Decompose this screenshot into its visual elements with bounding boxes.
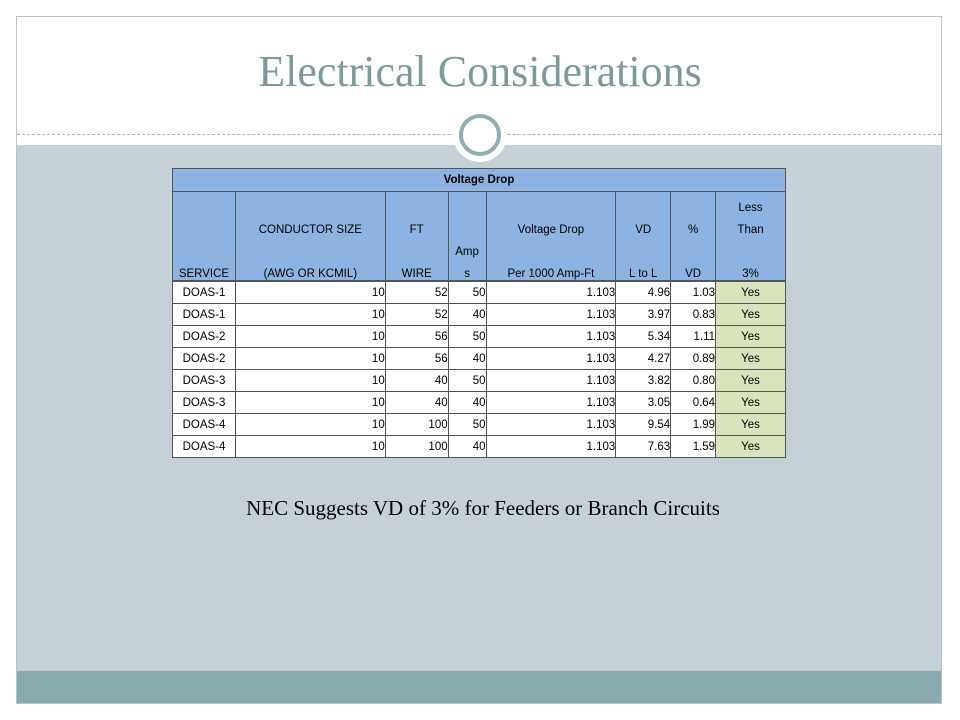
header-service-3: SERVICE xyxy=(173,258,236,281)
table-cell: 5.34 xyxy=(616,326,671,348)
table-cell: 100 xyxy=(385,436,448,458)
table-cell: 1.03 xyxy=(671,281,716,304)
header-vd-1: VD xyxy=(616,214,671,236)
header-pct-0 xyxy=(671,192,716,215)
table-cell: 52 xyxy=(385,281,448,304)
table-cell: 1.103 xyxy=(486,414,616,436)
table-cell: 40 xyxy=(448,392,486,414)
table-cell: Yes xyxy=(716,326,786,348)
table-row xyxy=(173,326,786,348)
table-cell: Yes xyxy=(716,281,786,304)
header-service-2 xyxy=(173,236,236,258)
table-cell: 10 xyxy=(235,281,385,304)
table-cell: 56 xyxy=(385,326,448,348)
header-conductor-1: CONDUCTOR SIZE xyxy=(235,214,385,236)
table-cell: 0.64 xyxy=(671,392,716,414)
table-cell: 56 xyxy=(385,348,448,370)
header-vdper-2 xyxy=(486,236,616,258)
voltage-drop-table xyxy=(172,168,786,458)
table-cell: 10 xyxy=(235,414,385,436)
header-amps-3: s xyxy=(448,258,486,281)
table-cell: 4.96 xyxy=(616,281,671,304)
header-conductor-3: (AWG OR KCMIL) xyxy=(235,258,385,281)
table-cell: 10 xyxy=(235,348,385,370)
ring-ornament-icon xyxy=(453,108,507,162)
table-cell: DOAS-1 xyxy=(173,304,236,326)
table-cell: 10 xyxy=(235,436,385,458)
table-cell: 3.05 xyxy=(616,392,671,414)
table-cell: 9.54 xyxy=(616,414,671,436)
table-cell: 50 xyxy=(448,370,486,392)
table-cell: DOAS-3 xyxy=(173,370,236,392)
table-cell: DOAS-1 xyxy=(173,281,236,304)
table-cell: Yes xyxy=(716,414,786,436)
table-row xyxy=(173,414,786,436)
table-cell: 0.89 xyxy=(671,348,716,370)
table-row xyxy=(173,348,786,370)
table-cell: 0.80 xyxy=(671,370,716,392)
table-row xyxy=(173,304,786,326)
header-less-1: Than xyxy=(716,214,786,236)
table-row xyxy=(173,392,786,414)
table-cell: 1.103 xyxy=(486,281,616,304)
header-conductor-0 xyxy=(235,192,385,215)
table-cell: DOAS-2 xyxy=(173,348,236,370)
table-cell: 3.97 xyxy=(616,304,671,326)
table-cell: 10 xyxy=(235,326,385,348)
table-cell: 1.103 xyxy=(486,304,616,326)
table-cell: 1.59 xyxy=(671,436,716,458)
slide-title: Electrical Considerations xyxy=(258,47,702,96)
table-cell: 3.82 xyxy=(616,370,671,392)
table-row xyxy=(173,436,786,458)
table-cell: 50 xyxy=(448,281,486,304)
header-amps-2: Amp xyxy=(448,236,486,258)
table-cell: Yes xyxy=(716,370,786,392)
header-vd-3: L to L xyxy=(616,258,671,281)
header-amps-1 xyxy=(448,214,486,236)
table-cell: 50 xyxy=(448,326,486,348)
header-service-0 xyxy=(173,192,236,215)
table-cell: 40 xyxy=(448,436,486,458)
table-row xyxy=(173,370,786,392)
table-cell: 40 xyxy=(385,370,448,392)
table-cell: 1.103 xyxy=(486,392,616,414)
header-pct-2 xyxy=(671,236,716,258)
header-conductor-2 xyxy=(235,236,385,258)
header-vd-2 xyxy=(616,236,671,258)
table-cell: Yes xyxy=(716,392,786,414)
table-cell: DOAS-3 xyxy=(173,392,236,414)
table-cell: 1.11 xyxy=(671,326,716,348)
table-cell: Yes xyxy=(716,348,786,370)
header-vdper-1: Voltage Drop xyxy=(486,214,616,236)
table-cell: 1.103 xyxy=(486,348,616,370)
nec-note: NEC Suggests VD of 3% for Feeders or Branch Circuits xyxy=(246,496,720,520)
table-cell: 1.99 xyxy=(671,414,716,436)
table-cell: 10 xyxy=(235,370,385,392)
header-ft-3: WIRE xyxy=(385,258,448,281)
table-cell: DOAS-2 xyxy=(173,326,236,348)
header-pct-3: VD xyxy=(671,258,716,281)
header-less-3: 3% xyxy=(716,258,786,281)
footer-bar xyxy=(17,671,941,703)
header-less-0: Less xyxy=(716,192,786,215)
header-ft-2 xyxy=(385,236,448,258)
table-cell: 40 xyxy=(385,392,448,414)
header-vd-0 xyxy=(616,192,671,215)
table-cell: 100 xyxy=(385,414,448,436)
header-less-2 xyxy=(716,236,786,258)
table-cell: 7.63 xyxy=(616,436,671,458)
table-cell: 4.27 xyxy=(616,348,671,370)
table-cell: Yes xyxy=(716,436,786,458)
table-cell: 52 xyxy=(385,304,448,326)
table-caption: Voltage Drop xyxy=(173,169,786,192)
header-amps-0 xyxy=(448,192,486,215)
table-cell: Yes xyxy=(716,304,786,326)
table-cell: 1.103 xyxy=(486,326,616,348)
table-cell: 50 xyxy=(448,414,486,436)
table-cell: 40 xyxy=(448,348,486,370)
table-cell: DOAS-4 xyxy=(173,436,236,458)
table-row xyxy=(173,281,786,304)
header-pct-1: % xyxy=(671,214,716,236)
table-cell: 10 xyxy=(235,392,385,414)
table-cell: 40 xyxy=(448,304,486,326)
header-vdper-0 xyxy=(486,192,616,215)
header-service-1 xyxy=(173,214,236,236)
header-ft-1: FT xyxy=(385,214,448,236)
table-cell: 1.103 xyxy=(486,436,616,458)
header-ft-0 xyxy=(385,192,448,215)
table-cell: DOAS-4 xyxy=(173,414,236,436)
header-vdper-3: Per 1000 Amp-Ft xyxy=(486,258,616,281)
table-cell: 1.103 xyxy=(486,370,616,392)
table-cell: 0.83 xyxy=(671,304,716,326)
table-cell: 10 xyxy=(235,304,385,326)
